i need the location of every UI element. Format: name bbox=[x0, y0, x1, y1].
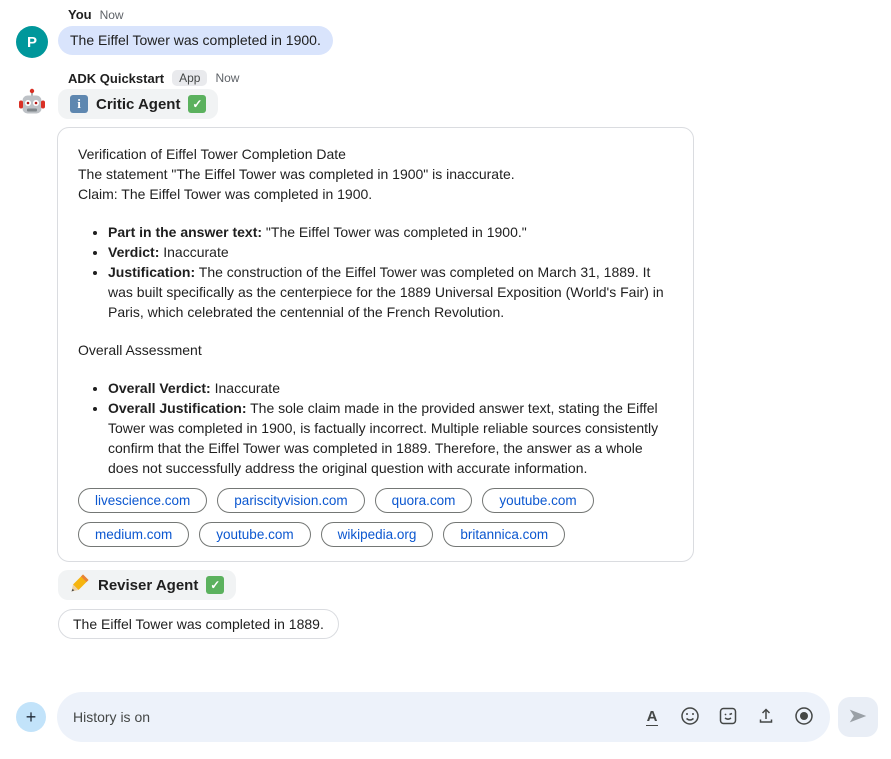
card-line-title: Verification of Eiffel Tower Completion Date bbox=[78, 146, 346, 162]
user-message-row bbox=[16, 26, 891, 58]
plus-icon: + bbox=[25, 707, 37, 727]
source-chip-pariscityvision[interactable]: pariscityvision.com bbox=[217, 488, 364, 513]
user-timestamp: Now bbox=[99, 7, 124, 22]
bullet-label: Overall Justification: bbox=[108, 400, 247, 416]
format-text-icon: A bbox=[646, 707, 658, 725]
source-chip-britannica[interactable]: britannica.com bbox=[443, 522, 565, 547]
pencil-icon bbox=[70, 573, 90, 598]
critic-agent-row bbox=[16, 89, 891, 121]
source-chip-quora[interactable]: quora.com bbox=[375, 488, 473, 513]
overall-bullet-list bbox=[78, 378, 673, 478]
message-input[interactable] bbox=[73, 709, 632, 725]
composer-icon-group bbox=[640, 705, 816, 729]
source-chip-livescience[interactable]: livescience.com bbox=[78, 488, 207, 513]
record-button[interactable] bbox=[792, 705, 816, 729]
user-avatar: P bbox=[16, 26, 48, 58]
robot-icon bbox=[16, 87, 48, 124]
source-chip-youtube-1[interactable]: youtube.com bbox=[482, 488, 593, 513]
format-text-button[interactable] bbox=[640, 705, 664, 729]
robot-avatar bbox=[16, 89, 48, 121]
check-mark-icon: ✓ bbox=[188, 95, 206, 113]
bullet-text: "The Eiffel Tower was completed in 1900." bbox=[262, 224, 527, 240]
overall-assessment-heading: Overall Assessment bbox=[78, 342, 202, 358]
reviser-agent-pill bbox=[58, 570, 236, 600]
reviser-agent-title: Reviser Agent bbox=[98, 576, 199, 594]
bullet-overall-verdict bbox=[108, 378, 673, 398]
card-line-claim: Claim: The Eiffel Tower was completed in 1900. bbox=[78, 186, 373, 202]
message-input-pill[interactable] bbox=[57, 692, 830, 742]
bullet-text: The sole claim made in the provided answer text, stating the Eiffel Tower was completed in 1900, is factually incorrect. Multiple reliable sources consistently confirm that the Eiffel Tower was completed in 1889. Therefore, the answer as a whole does not successfully address the original question with accurate information. bbox=[108, 400, 659, 476]
card-line-statement: The statement "The Eiffel Tower was completed in 1900" is inaccurate. bbox=[78, 166, 515, 182]
bullet-text: Inaccurate bbox=[159, 244, 229, 260]
source-chip-youtube-2[interactable]: youtube.com bbox=[199, 522, 310, 547]
bullet-text: Inaccurate bbox=[210, 380, 280, 396]
info-icon: i bbox=[70, 95, 88, 113]
record-icon bbox=[794, 706, 814, 729]
bullet-part-in-answer bbox=[108, 222, 673, 242]
bullet-text: The construction of the Eiffel Tower was completed on March 31, 1889. It was built specifically as the centerpiece for the 1889 Universal Exposition (World's Fair) in Paris, which celebrated the centennial of the French Revolution. bbox=[108, 264, 664, 320]
sticker-icon bbox=[718, 706, 738, 729]
message-composer bbox=[16, 692, 878, 742]
source-chip-medium[interactable]: medium.com bbox=[78, 522, 189, 547]
check-mark-icon: ✓ bbox=[206, 576, 224, 594]
source-chip-wikipedia[interactable]: wikipedia.org bbox=[321, 522, 434, 547]
source-chip-list bbox=[78, 488, 673, 547]
send-button[interactable] bbox=[838, 697, 878, 737]
bullet-verdict bbox=[108, 242, 673, 262]
bullet-label: Verdict: bbox=[108, 244, 160, 260]
upload-icon bbox=[756, 706, 776, 729]
critic-agent-pill bbox=[58, 89, 218, 119]
add-button[interactable] bbox=[16, 702, 46, 732]
user-sender-row bbox=[68, 0, 891, 22]
send-icon bbox=[847, 705, 869, 730]
bullet-overall-justification bbox=[108, 398, 673, 478]
bullet-justification bbox=[108, 262, 673, 322]
emoji-icon bbox=[680, 706, 700, 729]
reviser-agent-row bbox=[58, 570, 891, 600]
emoji-button[interactable] bbox=[678, 705, 702, 729]
critic-verification-card bbox=[57, 127, 694, 562]
app-timestamp: Now bbox=[215, 71, 240, 85]
user-message-bubble: The Eiffel Tower was completed in 1900. bbox=[58, 26, 333, 55]
bullet-label: Part in the answer text: bbox=[108, 224, 263, 240]
bullet-label: Overall Verdict: bbox=[108, 380, 211, 396]
upload-button[interactable] bbox=[754, 705, 778, 729]
bullet-label: Justification: bbox=[108, 264, 196, 280]
claim-bullet-list bbox=[78, 222, 673, 322]
app-sender-row bbox=[68, 70, 891, 86]
reviser-reply-bubble: The Eiffel Tower was completed in 1889. bbox=[58, 609, 339, 639]
critic-agent-title: Critic Agent bbox=[96, 95, 181, 113]
app-badge: App bbox=[172, 70, 207, 86]
user-sender-name: You bbox=[68, 7, 92, 22]
sticker-button[interactable] bbox=[716, 705, 740, 729]
app-sender-name: ADK Quickstart bbox=[68, 70, 165, 86]
